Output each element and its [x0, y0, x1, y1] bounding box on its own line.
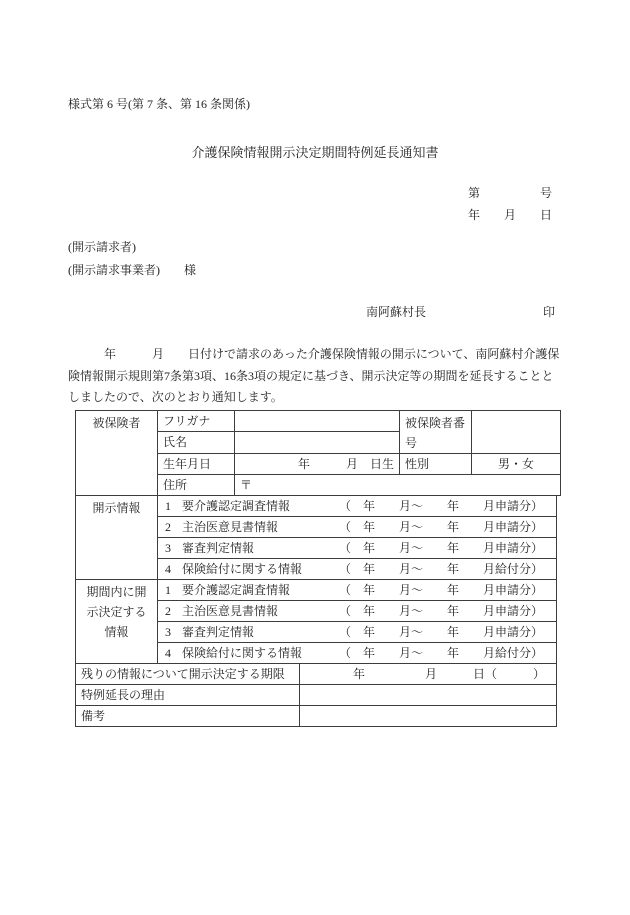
within-period-section-label: 期間内に開示決定する情報 [76, 579, 158, 663]
table-row [76, 684, 557, 705]
furigana-value-blank [235, 410, 400, 432]
within-period-item [158, 579, 557, 600]
item-name: 要介護認定調査情報 [182, 498, 291, 513]
item-name: 保険給付に関する情報 [182, 645, 303, 660]
disclosure-section [75, 495, 557, 664]
disclosure-section-label: 開示情報 [76, 495, 158, 579]
remaining-deadline-value: 年 月 日（ ） [300, 663, 557, 684]
doc-date-line: 年 月 日 [467, 208, 552, 222]
remaining-deadline-label: 残りの情報について開示決定する期限 [76, 663, 300, 684]
form-number: 様式第 6 号(第 7 条、第 16 条関係) [68, 97, 250, 111]
disclosure-item [158, 495, 557, 516]
addressee-requester: (開示請求者) [68, 240, 136, 254]
disclosure-item [158, 516, 557, 537]
addressee-block [68, 236, 562, 282]
sex-label: 性別 [400, 453, 472, 474]
item-period: （ 年 月～ 年 月申請分） [339, 603, 544, 618]
item-period: （ 年 月～ 年 月申請分） [339, 519, 544, 534]
special-extension-reason-label: 特例延長の理由 [76, 684, 300, 705]
item-period: （ 年 月～ 年 月申請分） [339, 582, 544, 597]
special-extension-reason-value-blank [300, 684, 557, 705]
body-paragraph [68, 344, 562, 409]
insured-number-value-blank [472, 410, 561, 453]
insured-section [75, 410, 561, 496]
footer-section [75, 663, 557, 727]
sender-line [366, 303, 562, 320]
item-name: 主治医意見書情報 [182, 519, 279, 534]
table-row [76, 579, 557, 600]
doc-number-line: 第 号 [467, 186, 552, 200]
item-number: 3 [165, 540, 171, 555]
table-row [76, 495, 557, 516]
table-row [76, 663, 557, 684]
item-name: 主治医意見書情報 [182, 603, 279, 618]
item-number: 1 [165, 498, 171, 513]
table-row [76, 410, 561, 432]
table-row [76, 705, 557, 726]
sender-name: 南阿蘇村長 [366, 305, 427, 319]
item-number: 4 [165, 645, 171, 660]
item-name: 審査判定情報 [182, 624, 255, 639]
item-period: （ 年 月～ 年 月申請分） [339, 498, 544, 513]
item-period: （ 年 月～ 年 月申請分） [339, 540, 544, 555]
name-label: 氏名 [158, 432, 235, 454]
sex-value: 男・女 [472, 453, 561, 474]
disclosure-item [158, 537, 557, 558]
address-label: 住所 [158, 474, 235, 495]
insured-number-label: 被保険者番号 [400, 410, 472, 453]
address-value: 〒 [235, 474, 561, 495]
doc-meta [68, 182, 562, 226]
remarks-label: 備考 [76, 705, 300, 726]
item-number: 3 [165, 624, 171, 639]
birthdate-value: 年 月 日生 [235, 453, 400, 474]
disclosure-item [158, 558, 557, 579]
page-title: 介護保険情報開示決定期間特例延長通知書 [191, 145, 439, 160]
form-table [75, 410, 562, 727]
item-number: 2 [165, 519, 171, 534]
name-value-blank [235, 432, 400, 454]
within-period-item [158, 621, 557, 642]
addressee-business: (開示請求事業者) 様 [68, 263, 196, 277]
item-name: 保険給付に関する情報 [182, 561, 303, 576]
birthdate-label: 生年月日 [158, 453, 235, 474]
seal-mark: 印 [543, 305, 556, 319]
item-number: 1 [165, 582, 171, 597]
body-line: 険情報開示規則第7条第3項、16条3項の規定に基づき、開示決定等の期間を延長することと [68, 368, 554, 383]
item-period: （ 年 月～ 年 月申請分） [339, 624, 544, 639]
item-number: 4 [165, 561, 171, 576]
within-period-item [158, 642, 557, 663]
item-number: 2 [165, 603, 171, 618]
item-name: 要介護認定調査情報 [182, 582, 291, 597]
within-period-item [158, 600, 557, 621]
body-line: しましたので、次のとおり通知します。 [68, 390, 283, 404]
furigana-label: フリガナ [158, 410, 235, 432]
item-period: （ 年 月～ 年 月給付分） [339, 645, 544, 660]
remarks-value-blank [300, 705, 557, 726]
item-name: 審査判定情報 [182, 540, 255, 555]
item-period: （ 年 月～ 年 月給付分） [339, 561, 544, 576]
body-line: 年 月 日付けで請求のあった介護保険情報の開示について、南阿蘇村介護保 [68, 347, 560, 361]
insured-section-label: 被保険者 [76, 410, 158, 495]
